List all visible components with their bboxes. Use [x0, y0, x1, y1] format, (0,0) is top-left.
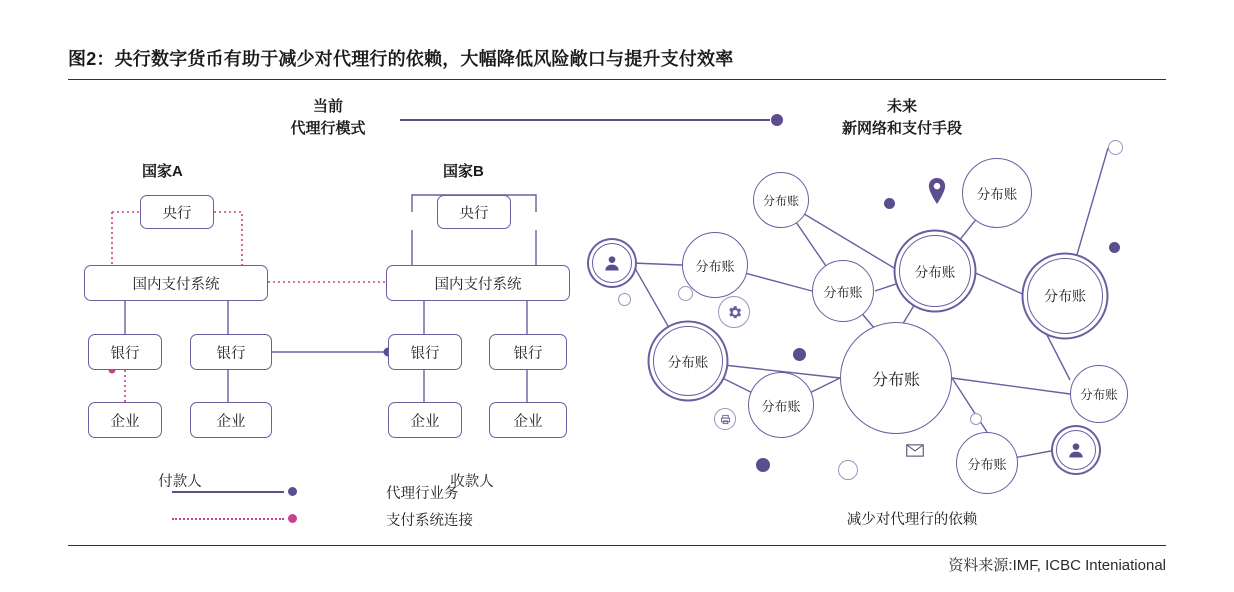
payer-label: 付款人: [158, 474, 202, 490]
country-a-bank-1[interactable]: 银行: [88, 334, 162, 370]
network-node-ledger[interactable]: 分布账: [753, 172, 809, 228]
divider-bottom: [68, 545, 1166, 546]
network-caption: 减少对代理行的依赖: [846, 512, 978, 528]
network-node-ledger[interactable]: 分布账: [1070, 365, 1128, 423]
network-node-ledger[interactable]: 分布账: [748, 372, 814, 438]
map-pin-icon[interactable]: [927, 178, 947, 209]
network-dot: [970, 413, 982, 425]
country-b-central-bank[interactable]: 央行: [437, 195, 511, 229]
legend-label-payment-link: 支付系统连接: [386, 513, 473, 529]
source-note: 资料来源:IMF, ICBC Inteniational: [948, 557, 1166, 574]
divider-top: [68, 79, 1166, 80]
header-current-line2: 代理行模式: [290, 119, 366, 137]
header-arrow-line: [400, 119, 770, 121]
network-node-ledger[interactable]: 分布账: [962, 158, 1032, 228]
page-title: 图2：央行数字货币有助于减少对代理行的依赖，大幅降低风险敞口与提升支付效率: [68, 49, 734, 69]
print-icon[interactable]: [714, 408, 736, 430]
legend-label-correspondent: 代理行业务: [386, 486, 459, 502]
legend-dot-payment-link: [288, 514, 297, 523]
envelope-icon[interactable]: [906, 444, 924, 460]
gear-icon[interactable]: [718, 296, 750, 328]
network-dot: [1109, 242, 1120, 253]
legend-line-correspondent: [172, 491, 284, 493]
country-b-label: 国家B: [443, 163, 484, 180]
network-dot: [756, 458, 770, 472]
network-dot: [838, 460, 858, 480]
country-b-corporate-2[interactable]: 企业: [489, 402, 567, 438]
country-b-bank-1[interactable]: 银行: [388, 334, 462, 370]
legend-dot-correspondent: [288, 487, 297, 496]
country-b-corporate-1[interactable]: 企业: [388, 402, 462, 438]
legend-line-payment-link: [172, 518, 284, 520]
user-avatar-icon[interactable]: [1056, 430, 1096, 470]
network-node-ledger[interactable]: 分布账: [812, 260, 874, 322]
header-current-model: [258, 96, 398, 140]
network-dot: [1108, 140, 1123, 155]
network-dot: [884, 198, 895, 209]
country-a-central-bank[interactable]: 央行: [140, 195, 214, 229]
user-avatar-icon[interactable]: [592, 243, 632, 283]
network-diagram: [590, 130, 1170, 520]
network-dot: [618, 293, 631, 306]
header-future-line2: 新网络和支付手段: [841, 119, 962, 137]
network-node-ledger-highlighted[interactable]: 分布账: [653, 326, 723, 396]
network-node-ledger[interactable]: 分布账: [956, 432, 1018, 494]
country-a-bank-2[interactable]: 银行: [190, 334, 272, 370]
network-dot: [793, 348, 806, 361]
country-b-domestic-payment-system[interactable]: 国内支付系统: [386, 265, 570, 301]
payee-label: 收款人: [450, 474, 494, 490]
country-a-corporate-2[interactable]: 企业: [190, 402, 272, 438]
network-node-ledger-main[interactable]: 分布账: [840, 322, 952, 434]
network-node-ledger[interactable]: 分布账: [682, 232, 748, 298]
country-a-domestic-payment-system[interactable]: 国内支付系统: [84, 265, 268, 301]
country-a-corporate-1[interactable]: 企业: [88, 402, 162, 438]
network-node-ledger-highlighted[interactable]: 分布账: [1027, 258, 1103, 334]
country-a-label: 国家A: [142, 163, 183, 180]
header-arrow-dot: [771, 114, 783, 126]
network-node-ledger-highlighted[interactable]: 分布账: [899, 235, 971, 307]
header-current-line1: 当前: [312, 98, 343, 115]
country-b-bank-2[interactable]: 银行: [489, 334, 567, 370]
header-future-line1: 未来: [886, 98, 917, 115]
